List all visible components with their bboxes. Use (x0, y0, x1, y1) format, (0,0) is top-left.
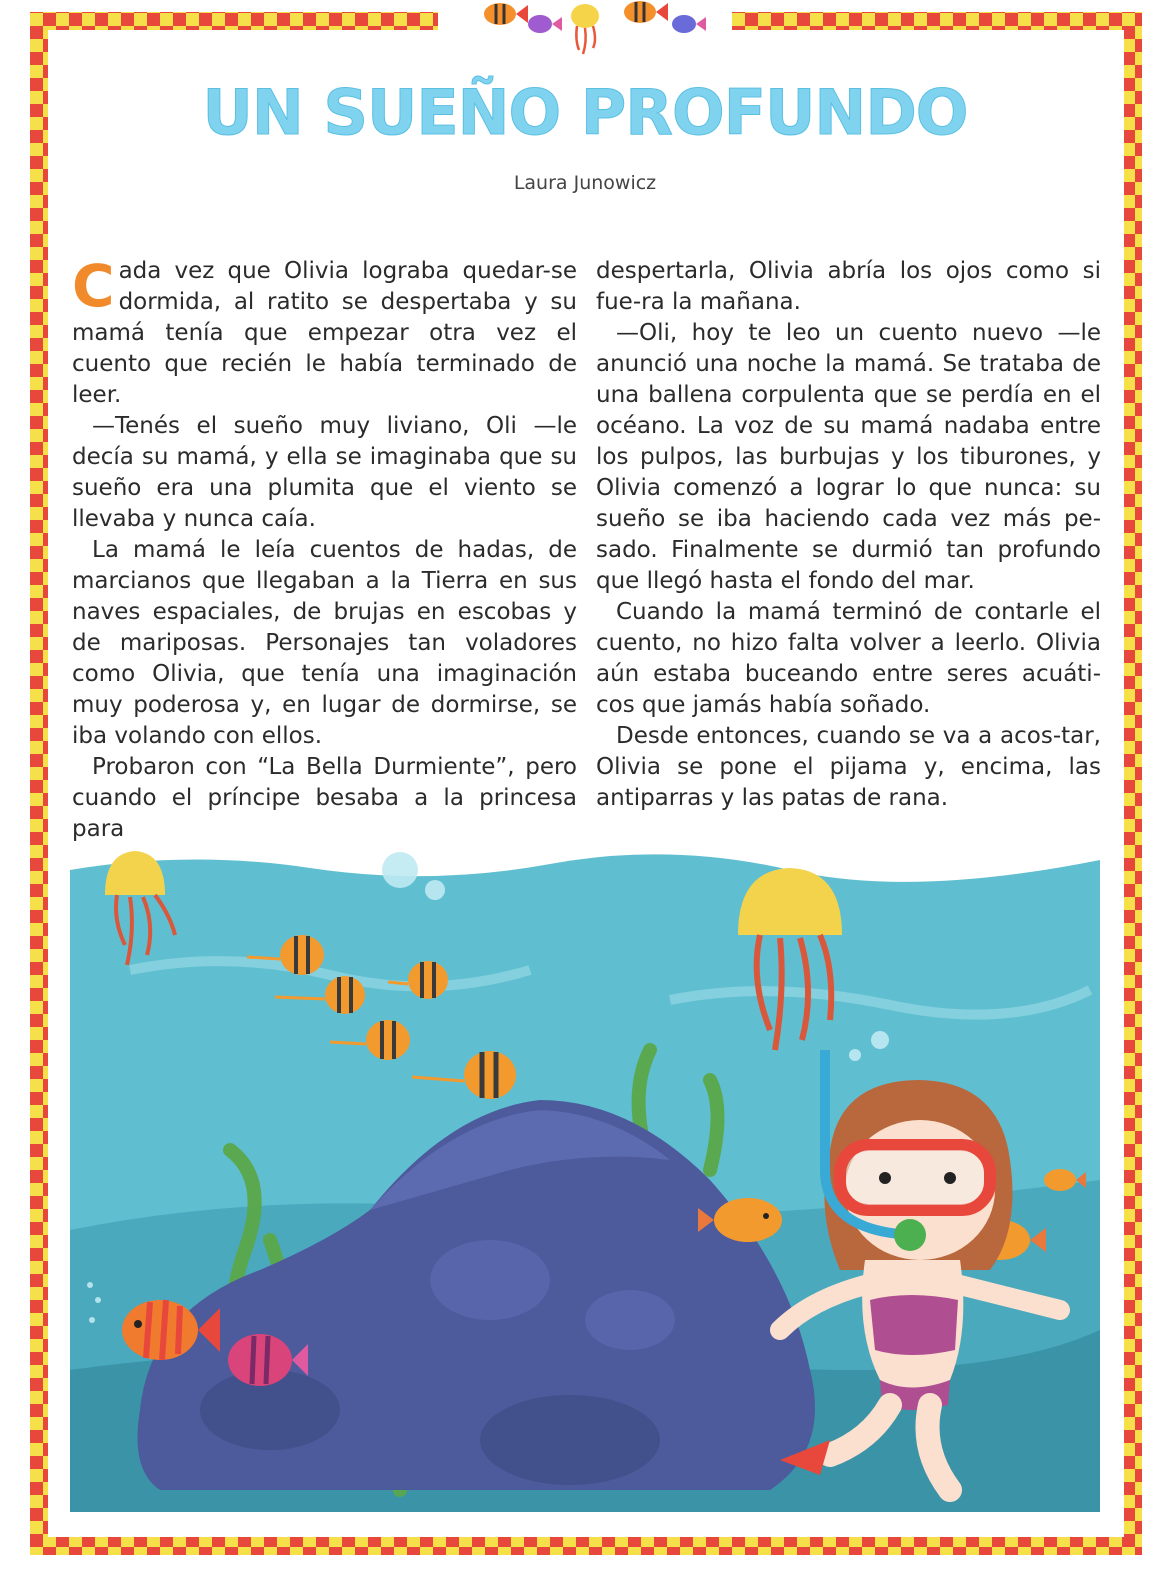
paragraph: —Tenés el sueño muy liviano, Oli —le decía su mamá, y ella se imaginaba que su sueño era una plumita que el viento se llevaba y nunca caía. (72, 413, 577, 532)
paragraph: Probaron con “La Bella Durmiente”, pero cuando el príncipe besaba a la princesa para (72, 754, 577, 842)
text-column-left (72, 252, 577, 845)
text-column-right (596, 256, 1101, 814)
paragraph: despertarla, Olivia abría los ojos como si fue-ra la mañana. (596, 258, 1101, 315)
paragraph: Cuando la mamá terminó de contarle el cuento, no hizo falta volver a leerlo. Olivia aún estaba buceando entre seres acuáti-cos que jamás había soñado. (596, 599, 1101, 718)
top-fish-icon (484, 1, 706, 54)
paragraph: Desde entonces, cuando se va a acos-tar, Olivia se pone el pijama y, encima, las antiparras y las patas de rana. (596, 723, 1101, 811)
paragraph: La mamá le leía cuentos de hadas, de marcianos que llegaban a la Tierra en sus naves espaciales, de brujas en escobas y de mariposas. Personajes tan voladores como Olivia, que tenía una imaginación muy poderosa y, en lugar de dormirse, se iba volando con ellos. (72, 537, 577, 749)
story-title: UN SUEÑO PROFUNDO (202, 76, 968, 149)
paragraph: Cada vez que Olivia lograba quedar-se dormida, al ratito se despertaba y su mamá tenía que empezar otra vez el cuento que recién le había terminado de leer. (72, 252, 577, 408)
drop-cap: C (72, 252, 115, 320)
paragraph: —Oli, hoy te leo un cuento nuevo —le anunció una noche la mamá. Se trataba de una ballena corpulenta que se perdía en el océano. La voz de su mamá nadaba entre los pulpos, las burbujas y los tiburones, y Olivia comenzó a lograr lo que nunca: su sueño se iba haciendo cada vez más pe-sado. Finalmente se durmió tan profundo que llegó hasta el fondo del mar. (596, 320, 1101, 594)
underwater-illustration (70, 850, 1100, 1512)
story-author: Laura Junowicz (513, 172, 657, 194)
